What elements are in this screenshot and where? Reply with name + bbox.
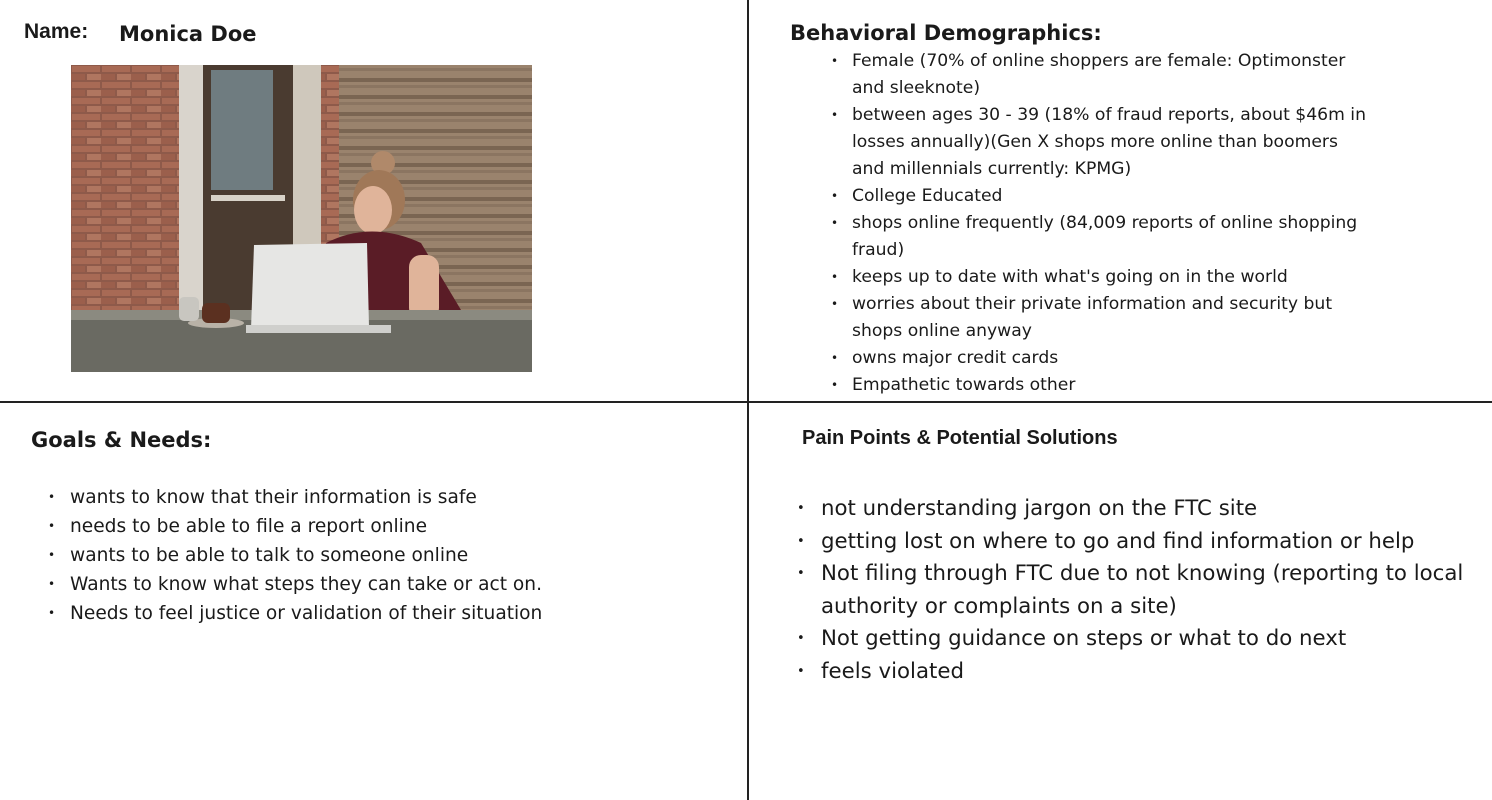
list-item: • shops online frequently (84,009 reports of online shopping fraud) xyxy=(852,210,1372,264)
pain-points-heading: Pain Points & Potential Solutions xyxy=(802,427,1118,449)
list-item: • feels violated xyxy=(821,656,1481,689)
list-item: • Empathetic towards other xyxy=(852,372,1372,399)
persona-photo xyxy=(71,65,532,372)
list-item: • owns major credit cards xyxy=(852,345,1372,372)
list-item: • Female (70% of online shoppers are female: Optimonster and sleeknote) xyxy=(852,48,1372,102)
list-item: • Wants to know what steps they can take or act on. xyxy=(70,570,710,599)
list-item: • needs to be able to file a report online xyxy=(70,512,710,541)
list-item: • getting lost on where to go and find information or help xyxy=(821,526,1481,559)
list-item: • wants to know that their information is safe xyxy=(70,483,710,512)
list-item: • Needs to feel justice or validation of their situation xyxy=(70,599,710,628)
vertical-divider xyxy=(747,0,749,800)
persona-name: Monica Doe xyxy=(119,22,257,46)
list-item: • worries about their private information and security but shops online anyway xyxy=(852,291,1372,345)
goals-heading: Goals & Needs: xyxy=(31,428,212,452)
list-item: • Not getting guidance on steps or what to do next xyxy=(821,623,1481,656)
pain-points-list xyxy=(821,493,1481,688)
list-item: • Not filing through FTC due to not knowing (reporting to local authority or complaints on a site) xyxy=(821,558,1481,623)
behavioral-list xyxy=(852,48,1372,399)
goals-list xyxy=(70,483,710,628)
name-label: Name: xyxy=(24,20,89,43)
list-item: • College Educated xyxy=(852,183,1372,210)
list-item: • keeps up to date with what's going on in the world xyxy=(852,264,1372,291)
horizontal-divider xyxy=(0,401,1492,403)
list-item: • not understanding jargon on the FTC site xyxy=(821,493,1481,526)
list-item: • wants to be able to talk to someone online xyxy=(70,541,710,570)
list-item: • between ages 30 - 39 (18% of fraud reports, about $46m in losses annually)(Gen X shops more online than boomers and millennials currently: KPMG) xyxy=(852,102,1372,183)
behavioral-heading: Behavioral Demographics: xyxy=(790,21,1102,45)
